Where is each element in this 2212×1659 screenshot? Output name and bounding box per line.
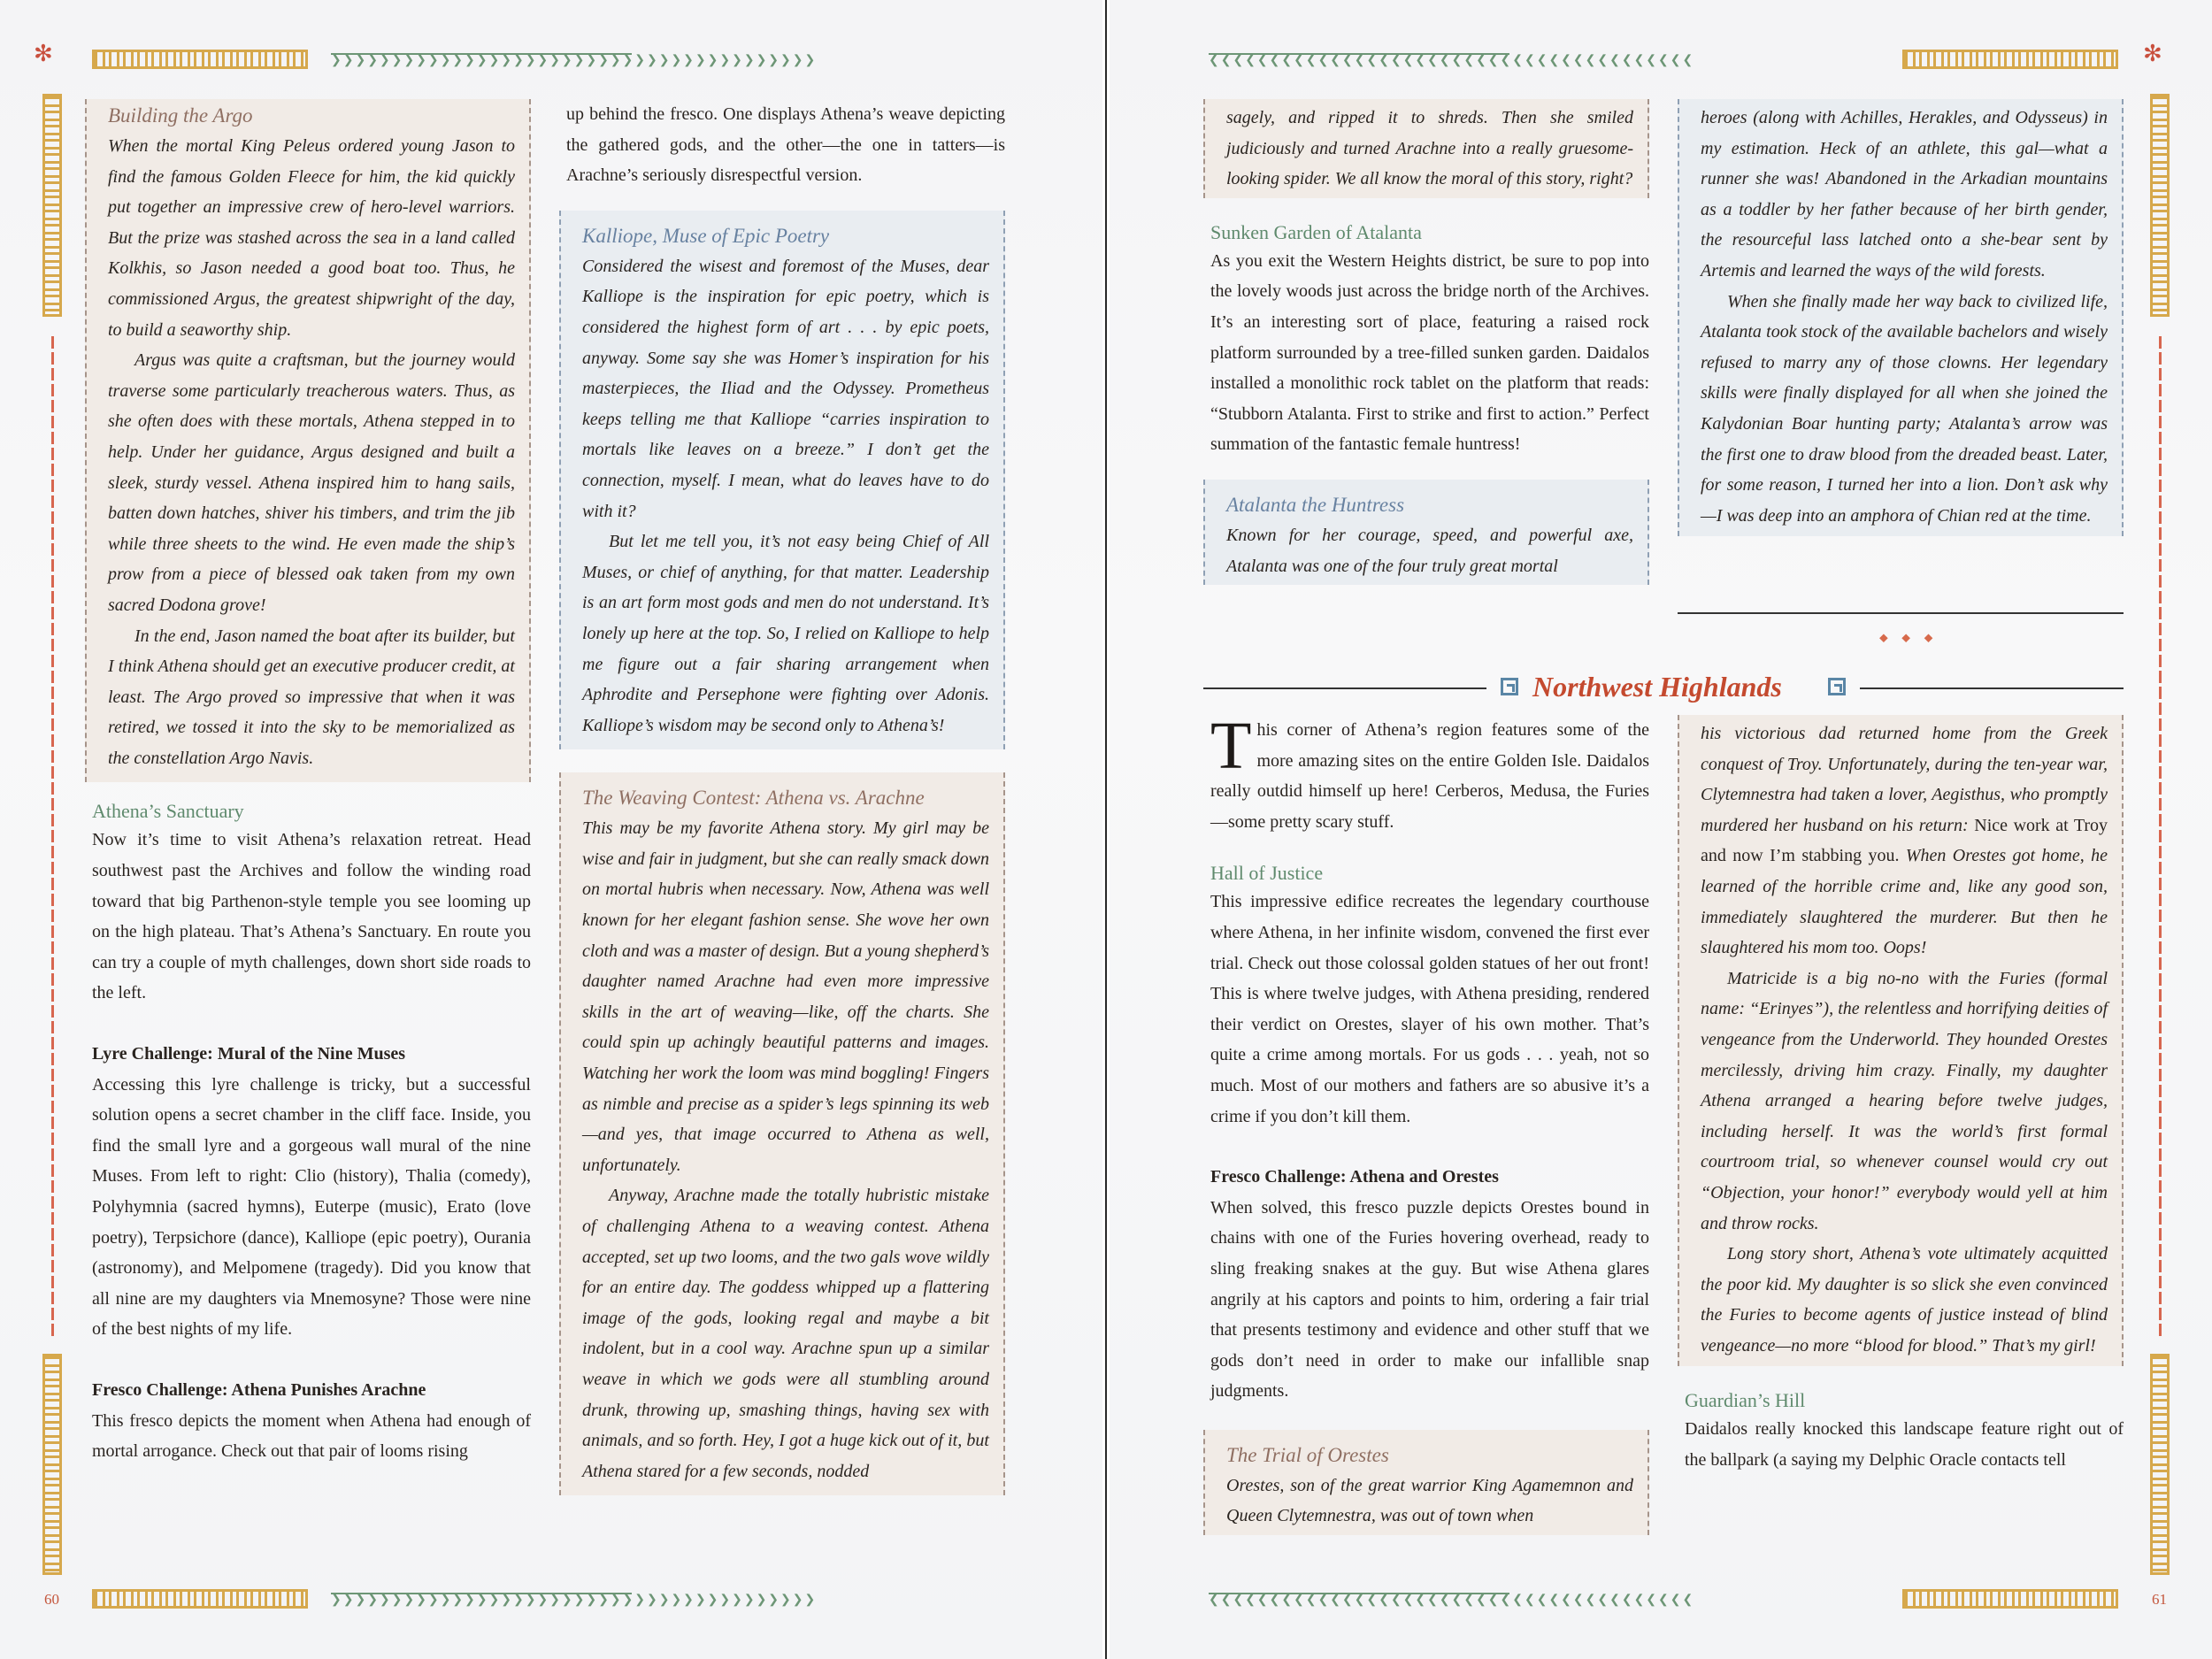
sidebar-paragraph: Considered the wisest and foremost of the Muses, dear Kalliope is the inspiration for epic poetry, which is considered the highest form of art . . . by epic poets, anyway. Some say she was Homer’s inspiration for his masterpieces, the Iliad and the Odyssey. Prometheus keeps telling me that Kalliope “carries inspiration to mortals like leaves on a breeze.” I don’t get the connection, myself. I mean, what do leaves have to do with it? bbox=[582, 256, 989, 521]
sidebar-text: When Orestes got home, he learned of the horrible crime and, like any good son, immediately slaughtered the murderer. But then he slaughtered his mom too. Oops! bbox=[1701, 846, 2108, 958]
greek-key-border-bottom bbox=[1902, 1589, 2118, 1609]
sidebar-paragraph: Anyway, Arachne made the totally hubristic mistake of challenging Athena to a weaving contest. Athena accepted, set up two looms, and the two gals wove wildly for an entire day. The goddess whipped up a flattering image of the gods, looking regal and maybe a bit indolent, but in a cool way. Arachne spun up a similar weave in which we gods were all stumbling around drunk, throwing up, smashing things, having sex with animals, and so forth. Hey, I got a huge kick out of it, but Athena stared for a few seconds, nodded bbox=[582, 1186, 989, 1481]
sidebar-paragraph: Known for her courage, speed, and powerful axe, Atalanta was one of the four truly great mortal bbox=[1226, 525, 1633, 576]
page-number: 60 bbox=[44, 1591, 59, 1608]
red-dashed-rule-right bbox=[2159, 336, 2162, 1336]
greek-key-border-side-top bbox=[42, 94, 62, 317]
right-column-1-lower bbox=[1210, 709, 1649, 1535]
red-dashed-rule-left bbox=[51, 336, 54, 1336]
subheading: Fresco Challenge: Athena Punishes Arachne bbox=[92, 1379, 426, 1400]
sidebar-paragraph: Long story short, Athena’s vote ultimately acquitted the poor kid. My daughter is so slick she even convinced the Furies to become agents of justice instead of blind vengeance—no more “blood for blood.” That’s my girl! bbox=[1701, 1244, 2108, 1356]
page-number: 61 bbox=[2152, 1591, 2167, 1608]
greek-key-border-top bbox=[1902, 50, 2118, 69]
sidebar-weaving-contest bbox=[559, 772, 1005, 1495]
greek-key-icon bbox=[1501, 678, 1518, 695]
right-column-2-upper bbox=[1685, 99, 2124, 536]
sidebar-paragraph: Matricide is a big no-no with the Furies (formal name: “Erinyes”), the relentless and horrifying deities of vengeance from the Underworld. They hounded Orestes mercilessly, driving him crazy. Finally, my daughter Athena arranged a hearing before twelve judges, including herself. It was the world’s first formal courtroom trial, so whenever counsel would cry out “Objection, your honor!” everybody would yell at him and throw rocks. bbox=[1701, 968, 2108, 1233]
right-page bbox=[1110, 0, 2212, 1659]
drop-cap: T bbox=[1210, 709, 1252, 783]
intro-paragraph bbox=[1210, 709, 1649, 837]
left-page bbox=[0, 0, 1102, 1659]
sidebar-paragraph bbox=[1701, 718, 2108, 964]
left-column-1 bbox=[92, 99, 531, 1467]
greek-key-border-side-top bbox=[2150, 94, 2170, 317]
right-column-1-upper bbox=[1210, 99, 1649, 585]
greek-key-border-bottom bbox=[92, 1589, 308, 1609]
section-header-bar bbox=[1203, 671, 2124, 706]
section-title: Northwest Highlands bbox=[1532, 671, 1782, 703]
vine-border-top: ❯❯❯❯❯❯❯❯❯❯❯❯❯❯❯❯❯❯❯❯❯❯❯❯❯❯❯❯❯❯❯❯❯❯❯❯❯❯❯❯ bbox=[331, 54, 818, 67]
sidebar-quote: Nice work at Troy and now I’m stabbing you. bbox=[1701, 815, 2108, 866]
header-rule-right bbox=[1860, 687, 2124, 689]
body-paragraph: up behind the fresco. One displays Athena’s weave depicting the gathered gods, and the other—the one in tatters—is Arachne’s seriously disrespectful version. bbox=[566, 104, 1005, 186]
left-column-2 bbox=[566, 99, 1005, 1495]
sidebar-building-argo bbox=[85, 99, 531, 782]
section-heading: Sunken Garden of Atalanta bbox=[1210, 220, 1422, 243]
sidebar-atalanta-cont bbox=[1678, 99, 2124, 536]
sidebar-title: Kalliope, Muse of Epic Poetry bbox=[582, 224, 830, 247]
sidebar-paragraph: When she finally made her way back to civilized life, Atalanta took stock of the available bachelors and wisely refused to marry any of those clowns. Her legendary skills were finally displayed for all when she joined the Kalydonian Boar hunting party; Atalanta’s arrow was the first one to draw blood from the dreaded beast. Later, for some reason, I turned her into a lion. Don’t ask why—I was deep into an amphora of Chian red at the time. bbox=[1701, 291, 2108, 526]
section-heading: Athena’s Sanctuary bbox=[92, 800, 244, 823]
sidebar-atalanta bbox=[1203, 480, 1649, 585]
sidebar-paragraph: Argus was quite a craftsman, but the journey would traverse some particularly treacherous waters. Thus, as she often does with these mortals, Athena stepped in to help. Under her guidance, Argus designed and built a sleek, sturdy vessel. Athena inspired him to hang sails, batten down hatches, shiver his timbers, and trim the jib while three sheets to the wind. He even made the ship’s prow from a piece of blessed oak taken from my own sacred Dodona grove! bbox=[108, 350, 515, 615]
sidebar-paragraph: When the mortal King Peleus ordered young Jason to find the famous Golden Fleece for him, the kid quickly put together an impressive crew of hero-level warriors. But the prize was stashed across the sea in a land called Kolkhis, so Jason needed a good boat too. Thus, he commissioned Argus, the greatest shipwright of the day, to build a seaworthy ship. bbox=[108, 136, 515, 340]
vine-border-bottom: ❮❮❮❮❮❮❮❮❮❮❮❮❮❮❮❮❮❮❮❮❮❮❮❮❮❮❮❮❮❮❮❮❮❮❮❮❮❮❮❮ bbox=[1209, 1594, 1695, 1607]
body-paragraph: Now it’s time to visit Athena’s relaxation retreat. Head southwest past the Archives and follow the winding road toward that big Parthenon-style temple you see looming up on the high plateau. That’s Athena’s Sanctuary. En route you can try a couple of myth challenges, down short side roads to the left. bbox=[92, 830, 531, 1003]
book-spine bbox=[1102, 0, 1110, 1659]
greek-key-border-side-bottom bbox=[42, 1354, 62, 1575]
right-column-2-lower bbox=[1685, 715, 2124, 1476]
body-paragraph: As you exit the Western Heights district, be sure to pop into the lovely woods just across the bridge north of the Archives. It’s an interesting sort of place, featuring a raised rock platform surrounded by a tree-filled sunken garden. Daidalos installed a monolithic rock tablet on the platform that reads: “Stubborn Atalanta. First to strike and first to action.” Perfect summation of the fantastic female huntress! bbox=[1210, 250, 1649, 455]
sidebar-title: Atalanta the Huntress bbox=[1226, 493, 1405, 516]
subheading: Lyre Challenge: Mural of the Nine Muses bbox=[92, 1044, 406, 1064]
sidebar-paragraph: sagely, and ripped it to shreds. Then she smiled judiciously and turned Arachne into a really gruesome-looking spider. We all know the moral of this story, right? bbox=[1226, 108, 1633, 189]
sidebar-paragraph: This may be my favorite Athena story. My girl may be wise and fair in judgment, but she can really smack down on mortal hubris when necessary. Now, Athena was well known for her elegant fashion sense. She wove her own cloth and was a master of design. But a young shepherd’s daughter named Arachne had even more impressive skills in the art of weaving—like, off the charts. She could spin up achingly beautiful patterns and images. Watching her work the loom was mind boggling! Fingers as nimble and precise as a spider’s legs spinning its web—and yes, that image occurred to Athena as well, unfortunately. bbox=[582, 818, 989, 1175]
sidebar-paragraph: Orestes, son of the great warrior King Agamemnon and Queen Clytemnestra, was out of town when bbox=[1226, 1475, 1633, 1526]
sidebar-paragraph: In the end, Jason named the boat after its builder, but I think Athena should get an executive producer credit, at least. The Argo proved so impressive that when it was retired, we tossed it into the sky to be memorialized as the constellation Argo Navis. bbox=[108, 626, 515, 768]
intro-text: his corner of Athena’s region features some of the more amazing sites on the entire Golden Isle. Daidalos really outdid himself up here! Cerberos, Medusa, the Furies—some pretty scary stuff. bbox=[1210, 720, 1649, 832]
header-rule-left bbox=[1203, 687, 1486, 689]
body-paragraph: This impressive edifice recreates the legendary courthouse where Athena, in her infinite wisdom, convened the first ever trial. Check out those colossal golden statues of her out front! This is where twelve judges, with Athena presiding, rendered their verdict on Orestes, slayer of his own mother. That’s quite a crime among mortals. For us gods . . . yeah, not so much. Most of our mothers and fathers are so abusive it’s a crime if you don’t kill them. bbox=[1210, 892, 1649, 1126]
body-paragraph: Accessing this lyre challenge is tricky, but a successful solution opens a secret chamber in the cliff face. Inside, you find the small lyre and a gorgeous wall mural of the nine Muses. From left to right: Clio (history), Thalia (comedy), Polyhymnia (sacred hymns), Euterpe (music), Erato (love poetry), Terpsichore (dance), Kalliope (epic poetry), Ourania (astronomy), and Melpomene (tragedy). Did you know that all nine are my daughters via Mnemosyne? Those were nine of the best nights of my life. bbox=[92, 1074, 531, 1340]
sidebar-title: Building the Argo bbox=[108, 104, 253, 127]
greek-key-icon bbox=[1828, 678, 1846, 695]
sidebar-title: The Trial of Orestes bbox=[1226, 1443, 1389, 1466]
greek-key-border-side-bottom bbox=[2150, 1354, 2170, 1575]
vine-border-top: ❮❮❮❮❮❮❮❮❮❮❮❮❮❮❮❮❮❮❮❮❮❮❮❮❮❮❮❮❮❮❮❮❮❮❮❮❮❮❮❮ bbox=[1209, 54, 1695, 67]
sidebar-weaving-contest-cont bbox=[1203, 99, 1649, 198]
sidebar-text: his victorious dad returned home from the Greek conquest of Troy. Unfortunately, during the ten-year war, Clytemnestra had taken a lover, Aegisthus, who promptly murdered her husband on his return: bbox=[1701, 724, 2108, 835]
sidebar-paragraph: But let me tell you, it’s not easy being Chief of All Muses, or chief of anything, for that matter. Leadership is an art form most gods and men do not understand. It’s lonely up here at the top. So, I relied on Kalliope to help me figure out a fair sharing arrangement when Aphrodite and Persephone were fighting over Adonis. Kalliope’s wisdom may be second only to Athena’s! bbox=[582, 532, 989, 735]
divider-rule bbox=[1678, 612, 2124, 614]
body-paragraph: Daidalos really knocked this landscape feature right out of the ballpark (a saying my Delphic Oracle contacts tell bbox=[1685, 1419, 2124, 1471]
greek-key-border-top bbox=[92, 50, 308, 69]
vine-border-bottom: ❯❯❯❯❯❯❯❯❯❯❯❯❯❯❯❯❯❯❯❯❯❯❯❯❯❯❯❯❯❯❯❯❯❯❯❯❯❯❯❯ bbox=[331, 1594, 818, 1607]
section-heading: Hall of Justice bbox=[1210, 862, 1324, 885]
subheading: Fresco Challenge: Athena and Orestes bbox=[1210, 1167, 1499, 1187]
sidebar-trial-orestes-cont bbox=[1678, 715, 2124, 1366]
section-heading: Guardian’s Hill bbox=[1685, 1389, 1806, 1412]
body-paragraph: This fresco depicts the moment when Athena had enough of mortal arrogance. Check out that pair of looms rising bbox=[92, 1410, 531, 1462]
flower-ornament-icon: ✻ bbox=[34, 41, 53, 66]
body-paragraph: When solved, this fresco puzzle depicts Orestes bound in chains with one of the Furies hovering overhead, ready to sling freaking snakes at the guy. But wise Athena glares angrily at his captors and points to him, ordering a fair trial that presents testimony and evidence and other stuff that we gods don’t need in order to make our infallible snap judgments. bbox=[1210, 1197, 1649, 1402]
sidebar-title: The Weaving Contest: Athena vs. Arachne bbox=[582, 787, 925, 810]
diamond-divider: ⬥ ⬥ ⬥ bbox=[1879, 632, 1939, 645]
sidebar-paragraph: heroes (along with Achilles, Herakles, and Odysseus) in my estimation. Heck of an athlete, this gal—what a runner she was! Abandoned in the Arkadian mountains as a toddler by her father because of her birth gender, the resourceful lass latched onto a she-bear sent by Artemis and learned the ways of the wild forests. bbox=[1701, 108, 2108, 280]
sidebar-kalliope bbox=[559, 211, 1005, 750]
flower-ornament-icon: ✻ bbox=[2143, 41, 2162, 66]
sidebar-trial-orestes bbox=[1203, 1430, 1649, 1535]
